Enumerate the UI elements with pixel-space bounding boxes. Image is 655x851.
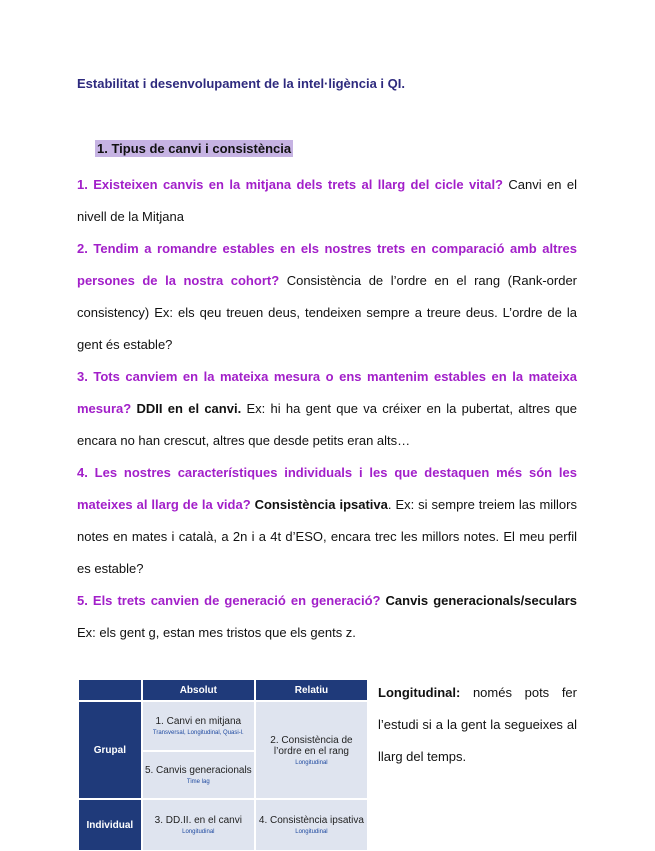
question-1: 1. Existeixen canvis en la mitjana dels trets al llarg del cicle vital? bbox=[77, 177, 503, 192]
answer-5: Ex: els gent g, estan mes tristos que els gents z. bbox=[77, 625, 356, 640]
col-header-relatiu: Relatiu bbox=[255, 679, 368, 701]
question-5: 5. Els trets canvien de generació en generació? bbox=[77, 593, 381, 608]
answer-4: . Ex: si sempre treiem las millors notes en mates i català, a 2n i a 4t d’ESO, encara trec les millors notes. El meu perfil es estable? bbox=[77, 497, 577, 576]
paragraph-2 bbox=[77, 233, 577, 361]
answer-3: Ex: hi ha gent que va créixer en la pubertat, altres que encara no han crescut, altres que desde petits eran alts… bbox=[77, 401, 577, 448]
cell-4-text: 4. Consistència ipsativa bbox=[258, 815, 364, 826]
paragraph-3 bbox=[77, 361, 577, 457]
cell-4-sub: Longitudinal bbox=[295, 829, 328, 835]
table-corner bbox=[78, 679, 142, 701]
question-4: 4. Les nostres característiques individuals i les que destaquen més són les mateixes al llarg de la vida? bbox=[77, 465, 577, 512]
cell-2-text: 2. Consistència de l’ordre en el rang bbox=[270, 734, 353, 757]
cell-canvis-generacionals bbox=[142, 751, 255, 799]
row-header-individual: Individual bbox=[78, 799, 142, 851]
row-header-grupal: Grupal bbox=[78, 701, 142, 799]
cell-ddii-canvi bbox=[142, 799, 255, 851]
answer-1: Canvi en el nivell de la Mitjana bbox=[77, 177, 577, 224]
body-text bbox=[77, 169, 577, 649]
change-types-table bbox=[78, 679, 368, 851]
cell-consistencia-ordre bbox=[255, 701, 368, 799]
paragraph-4 bbox=[77, 457, 577, 585]
answer-2: Consistència de l’ordre en el rang (Rank-order consistency) Ex: els qeu treuen deus, tendeixen sempre a treure deus. L’ordre de la gent és estable? bbox=[77, 273, 578, 352]
paragraph-1 bbox=[77, 169, 577, 233]
term-4: Consistència ipsativa bbox=[250, 497, 388, 512]
document-title: Estabilitat i desenvolupament de la intel·ligència i QI. bbox=[77, 76, 405, 91]
cell-3-sub: Longitudinal bbox=[182, 829, 215, 835]
cell-3-text: 3. DD.II. en el canvi bbox=[154, 815, 242, 826]
cell-5-sub: Time lag bbox=[186, 779, 210, 785]
cell-1-sub: Transversal, Longitudinal, Quasi-l. bbox=[152, 730, 244, 736]
cell-2-sub: Longitudinal bbox=[295, 759, 328, 766]
cell-1-text: 1. Canvi en mitjana bbox=[155, 716, 242, 727]
cell-5-text: 5. Canvis generacionals bbox=[144, 765, 252, 776]
col-header-absolut: Absolut bbox=[142, 679, 255, 701]
side-label: Longitudinal: bbox=[378, 685, 461, 700]
paragraph-5 bbox=[77, 585, 577, 649]
question-2: 2. Tendim a romandre estables en els nostres trets en comparació amb altres persones de la nostra cohort? bbox=[77, 241, 577, 288]
section-heading: 1. Tipus de canvi i consistència bbox=[97, 141, 292, 156]
cell-consistencia-ipsativa bbox=[255, 799, 368, 851]
question-3: 3. Tots canviem en la mateixa mesura o ens mantenim estables en la mateixa mesura? bbox=[77, 369, 577, 416]
cell-canvi-mitjana bbox=[142, 701, 255, 751]
side-note bbox=[378, 677, 577, 773]
side-text: només pots fer l’estudi si a la gent la segueixes al llarg del temps. bbox=[378, 685, 577, 764]
term-5: Canvis generacionals/seculars bbox=[380, 593, 577, 608]
term-3: DDII en el canvi. bbox=[131, 401, 242, 416]
